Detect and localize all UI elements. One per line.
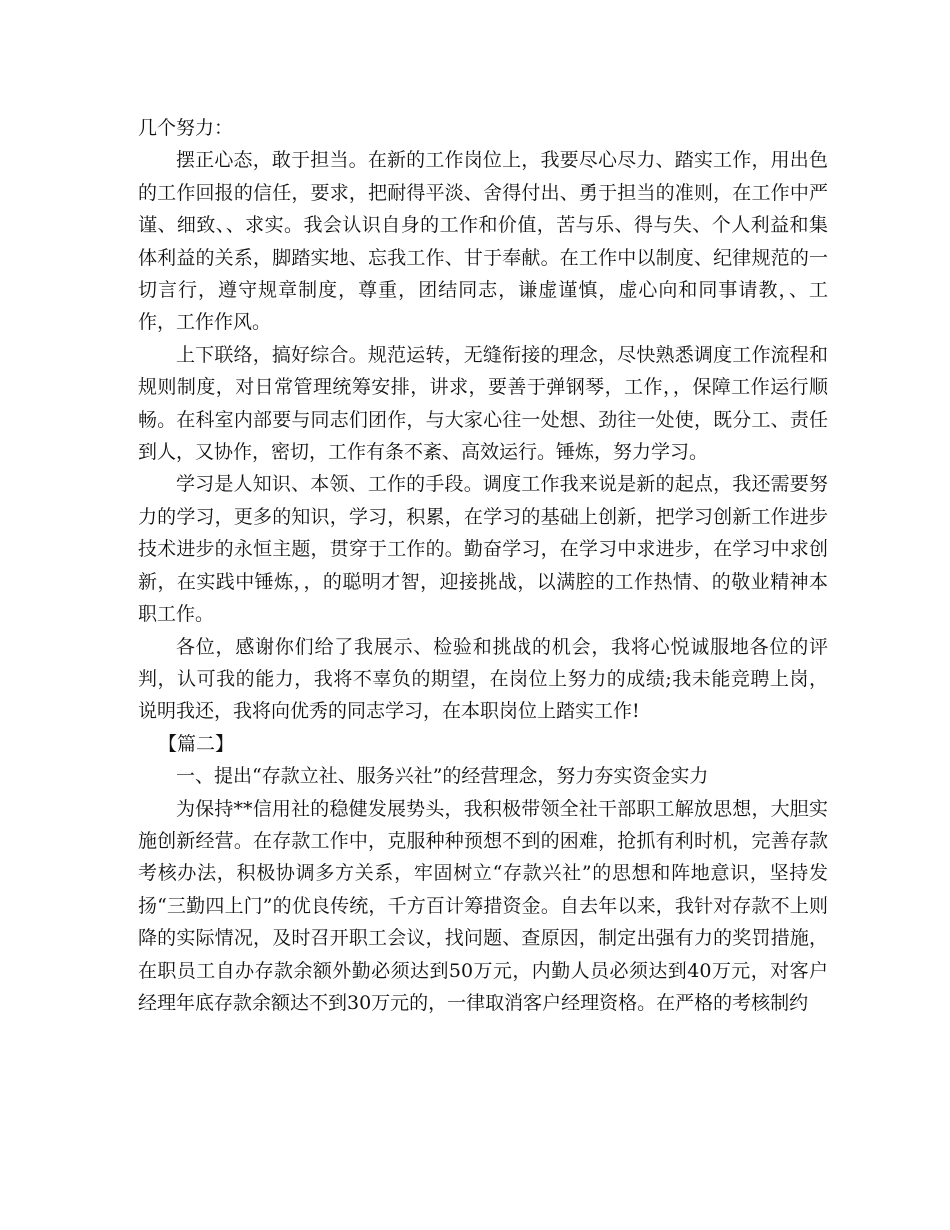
paragraph-coordination: 上下联络，搞好综合。规范运转，无缝衔接的理念，尽快熟悉调度工作流程和规则制度，对日常管理统筹安排，讲求，要善于弹钢琴，工作，，保障工作运行顺畅。在科室内部要与同志们团作，与大家心往一处想、劲往一处使，既分工、责任到人，又协作，密切，工作有条不紊、高效运行。锤炼，努力学习。 bbox=[138, 343, 828, 464]
document-body bbox=[138, 112, 828, 1019]
paragraph-deposits: 为保持**信用社的稳健发展势头，我积极带领全社干部职工解放思想，大胆实施创新经营。在存款工作中，克服种种预想不到的困难，抢抓有利时机，完善存款考核办法，积极协调多方关系，牢固树立“存款兴社”的思想和阵地意识，坚持发扬“三勤四上门”的优良传统，千方百计筹措资金。自去年以来，我针对存款不上则降的实际情况，及时召开职工会议，找问题、查原因，制定出强有力的奖罚措施，在职员工自办存款余额外勤必须达到50万元，内勤人员必须达到40万元，对客户经理年底存款余额达不到30万元的，一律取消客户经理资格。在严格的考核制约 bbox=[138, 797, 828, 1014]
paragraph-learning: 学习是人知识、本领、工作的手段。调度工作我来说是新的起点，我还需要努力的学习，更多的知识，学习，积累，在学习的基础上创新，把学习创新工作进步技术进步的永恒主题，贯穿于工作的。勤奋学习，在学习中求进步，在学习中求创新，在实践中锤炼，，的聪明才智，迎接挑战，以满腔的工作热情、的敬业精神本职工作。 bbox=[138, 473, 828, 626]
section-subheading: 一、提出“存款立社、服务兴社”的经营理念，努力夯实资金实力 bbox=[176, 765, 709, 788]
paragraph-intro: 几个努力： bbox=[138, 117, 234, 139]
paragraph-attitude: 摆正心态，敢于担当。在新的工作岗位上，我要尽心尽力、踏实工作，用出色的工作回报的信任，要求，把耐得平淡、舍得付出、勇于担当的准则，在工作中严谨、细致、、求实。我会认识自身的工作和价值，苦与乐、得与失、个人利益和集体利益的关系，脚踏实地、忘我工作、甘于奉献。在工作中以制度、纪律规范的一切言行，遵守规章制度，尊重，团结同志，谦虚谨慎，虚心向和同事请教，、工作，工作作风。 bbox=[138, 149, 828, 334]
paragraph-closing: 各位，感谢你们给了我展示、检验和挑战的机会，我将心悦诚服地各位的评判，认可我的能力，我将不辜负的期望，在岗位上努力的成绩;我未能竞聘上岗，说明我还，我将向优秀的同志学习，在本职岗位上踏实工作! bbox=[138, 635, 828, 723]
section-heading: 【篇二】 bbox=[158, 732, 235, 755]
